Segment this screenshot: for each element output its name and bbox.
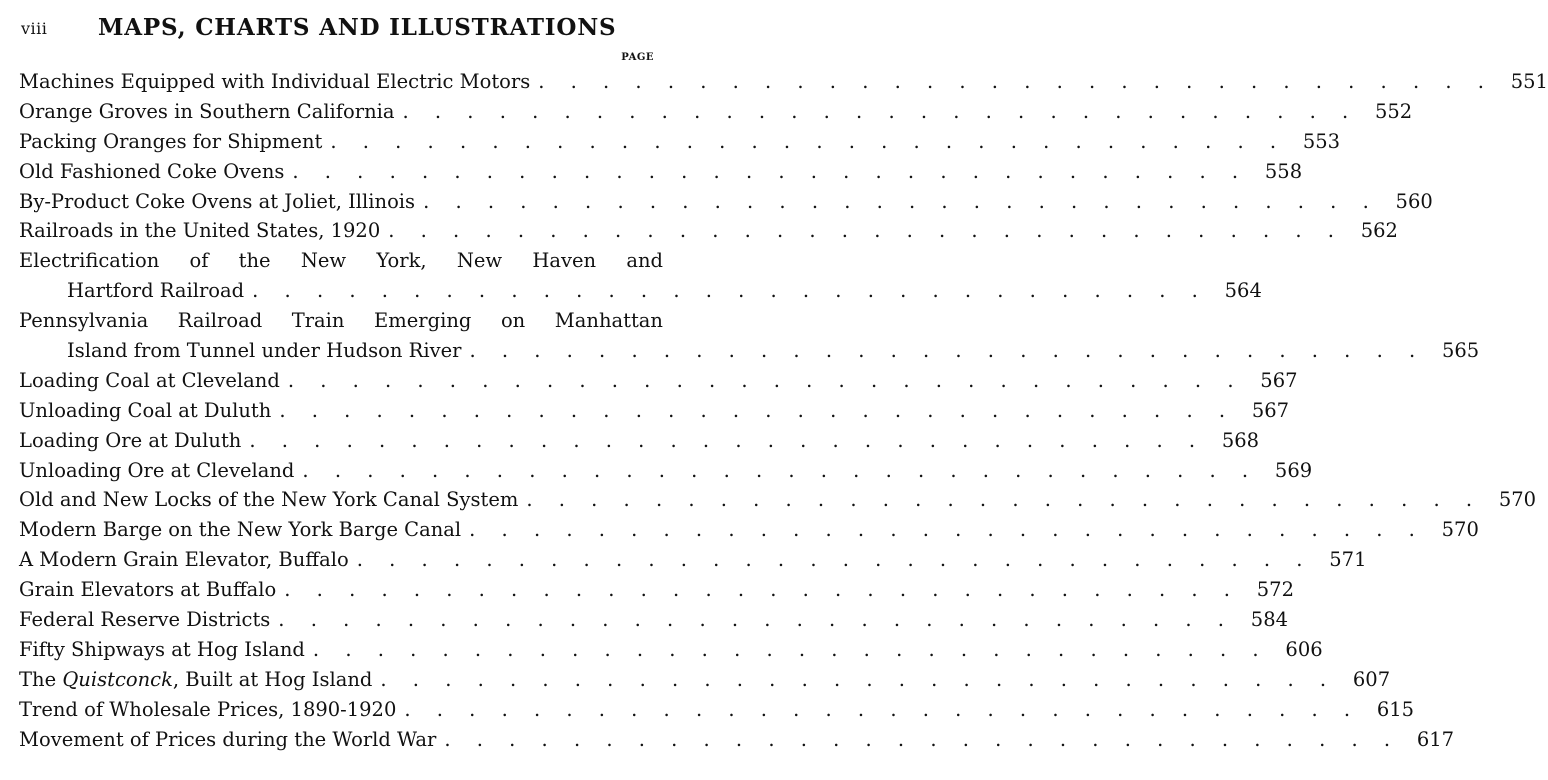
list-item bbox=[19, 216, 1398, 246]
entry-page: 570 bbox=[1498, 488, 1537, 512]
list-item bbox=[19, 246, 1262, 306]
list-item bbox=[19, 695, 1415, 725]
dot-leader: . . . . . . . . . . . . . . . . . . . . . . . . . . . . . . bbox=[388, 219, 1344, 243]
entry-title: Modern Barge on the New York Barge Canal bbox=[19, 518, 462, 542]
entry-title bbox=[19, 665, 372, 695]
entry-title-line-1: Electrification of the New York, New Haven and bbox=[19, 249, 663, 273]
list-item bbox=[19, 515, 1479, 545]
entry-title: Machines Equipped with Individual Electric Motors bbox=[19, 70, 531, 93]
entry-page: 565 bbox=[1441, 339, 1480, 363]
list-item bbox=[19, 426, 1260, 456]
entry-title: Unloading Ore at Cleveland bbox=[19, 458, 295, 482]
entry-title-line-2: Island from Tunnel under Hudson River bbox=[67, 339, 462, 363]
entry-title: Packing Oranges for Shipment bbox=[19, 129, 323, 153]
dot-leader: . . . . . . . . . . . . . . . . . . . . . . . . . . . . . . bbox=[249, 428, 1206, 452]
contents-list bbox=[19, 67, 1548, 754]
entry-title: Old and New Locks of the New York Canal System bbox=[19, 488, 519, 512]
list-item bbox=[19, 545, 1367, 575]
entry-title: By-Product Coke Ovens at Joliet, Illinois bbox=[19, 189, 416, 213]
dot-leader: . . . . . . . . . . . . . . . . . . . . . . . . . . . . . . bbox=[423, 189, 1379, 213]
entry-page: 562 bbox=[1360, 219, 1398, 243]
dot-leader: . . . . . . . . . . . . . . . . . . . . . . . . . . . . . . bbox=[356, 548, 1313, 572]
entry-page: 552 bbox=[1374, 99, 1413, 123]
entry-page: 572 bbox=[1256, 578, 1294, 602]
entry-page: 567 bbox=[1260, 368, 1298, 392]
entry-page: 584 bbox=[1250, 608, 1289, 632]
dot-leader: . . . . . . . . . . . . . . . . . . . . . . . . . . . . . . bbox=[526, 488, 1483, 512]
list-item bbox=[19, 605, 1289, 635]
list-item bbox=[19, 67, 1548, 97]
entry-page: 567 bbox=[1251, 398, 1290, 422]
entry-page: 568 bbox=[1221, 428, 1260, 452]
dot-leader: . . . . . . . . . . . . . . . . . . . . . . . . . . . . . . bbox=[252, 279, 1208, 303]
list-item bbox=[19, 396, 1290, 426]
list-item bbox=[19, 97, 1413, 127]
entry-page: 560 bbox=[1395, 189, 1433, 213]
dot-leader: . . . . . . . . . . . . . . . . . . . . . . . . . . . . . . bbox=[469, 518, 1425, 542]
dot-leader: . . . . . . . . . . . . . . . . . . . . . . . . . . . . . . bbox=[444, 727, 1401, 751]
dot-leader: . . . . . . . . . . . . . . . . . . . . . . . . . . . . . . bbox=[469, 339, 1426, 363]
dot-leader: . . . . . . . . . . . . . . . . . . . . . . . . . . . . . . bbox=[538, 70, 1494, 93]
entry-title: Orange Groves in Southern California bbox=[19, 99, 395, 123]
entry-page: 558 bbox=[1264, 159, 1303, 183]
dot-leader: . . . . . . . . . . . . . . . . . . . . . . . . . . . . . . bbox=[404, 697, 1361, 721]
entry-title-suffix: , Built at Hog Island bbox=[172, 667, 373, 691]
entry-page: 571 bbox=[1329, 548, 1367, 572]
list-item bbox=[19, 485, 1537, 515]
entry-page: 617 bbox=[1416, 727, 1455, 751]
entry-title: Loading Ore at Duluth bbox=[19, 428, 242, 452]
entry-title: A Modern Grain Elevator, Buffalo bbox=[19, 548, 349, 572]
entry-title-line-1: Pennsylvania Railroad Train Emerging on Manhattan bbox=[19, 309, 663, 333]
entry-title: Movement of Prices during the World War bbox=[19, 727, 437, 751]
entry-title-prefix: The bbox=[19, 667, 63, 691]
entry-title: Grain Elevators at Buffalo bbox=[19, 578, 277, 602]
entry-title: Old Fashioned Coke Ovens bbox=[19, 159, 285, 183]
entry-title: Fifty Shipways at Hog Island bbox=[19, 637, 305, 661]
entry-page: 570 bbox=[1441, 518, 1479, 542]
entry-page: 564 bbox=[1224, 279, 1262, 303]
dot-leader: . . . . . . . . . . . . . . . . . . . . . . . . . . . . . . bbox=[279, 398, 1236, 422]
list-item bbox=[19, 665, 1391, 695]
dot-leader: . . . . . . . . . . . . . . . . . . . . . . . . . . . . . . bbox=[278, 608, 1235, 632]
entry-title: Loading Coal at Cleveland bbox=[19, 368, 280, 392]
page-number: viii bbox=[21, 19, 48, 38]
dot-leader: . . . . . . . . . . . . . . . . . . . . . . . . . . . . . . bbox=[330, 129, 1287, 153]
entry-page: 569 bbox=[1274, 458, 1313, 482]
list-item bbox=[19, 366, 1298, 396]
entry-page: 615 bbox=[1376, 697, 1415, 721]
list-item bbox=[19, 725, 1455, 755]
dot-leader: . . . . . . . . . . . . . . . . . . . . . . . . . . . . . . bbox=[284, 578, 1240, 602]
entry-page: 551 bbox=[1510, 70, 1548, 93]
entry-page: 606 bbox=[1285, 637, 1323, 661]
dot-leader: . . . . . . . . . . . . . . . . . . . . . . . . . . . . . . bbox=[380, 667, 1337, 691]
ship-name: Quistconck bbox=[62, 667, 173, 691]
entry-title-line-2: Hartford Railroad bbox=[67, 279, 245, 303]
entry-title: Federal Reserve Districts bbox=[19, 608, 271, 632]
dot-leader: . . . . . . . . . . . . . . . . . . . . . . . . . . . . . . bbox=[402, 99, 1359, 123]
list-item bbox=[19, 187, 1433, 217]
page-title: MAPS, CHARTS AND ILLUSTRATIONS bbox=[98, 14, 617, 41]
entry-title: Unloading Coal at Duluth bbox=[19, 398, 272, 422]
list-item bbox=[19, 575, 1294, 605]
page-header bbox=[21, 8, 661, 46]
dot-leader: . . . . . . . . . . . . . . . . . . . . . . . . . . . . . . bbox=[312, 637, 1269, 661]
list-item bbox=[19, 127, 1341, 157]
list-item bbox=[19, 635, 1323, 665]
list-item bbox=[19, 456, 1313, 486]
entry-page: 553 bbox=[1302, 129, 1341, 153]
page-column-label: PAGE bbox=[621, 52, 654, 63]
dot-leader: . . . . . . . . . . . . . . . . . . . . . . . . . . . . . . bbox=[302, 458, 1259, 482]
entry-title: Trend of Wholesale Prices, 1890-1920 bbox=[19, 697, 397, 721]
list-item bbox=[19, 157, 1303, 187]
dot-leader: . . . . . . . . . . . . . . . . . . . . . . . . . . . . . . bbox=[287, 368, 1244, 392]
dot-leader: . . . . . . . . . . . . . . . . . . . . . . . . . . . . . . bbox=[292, 159, 1249, 183]
entry-page: 607 bbox=[1352, 667, 1391, 691]
entry-title: Railroads in the United States, 1920 bbox=[19, 219, 381, 243]
list-item bbox=[19, 306, 1480, 366]
